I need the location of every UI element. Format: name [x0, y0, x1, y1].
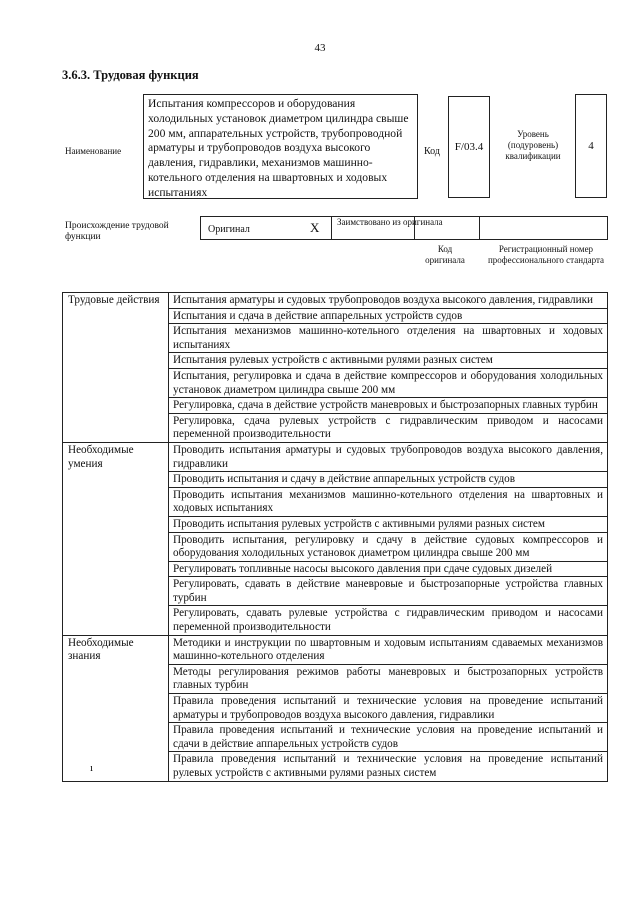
section-item: Методики и инструкции по швартовным и ходовым испытаниям сдаваемых механизмов машинно-котельного отделения: [169, 635, 608, 664]
section-item: Проводить испытания механизмов машинно-котельного отделения на швартовных и ходовых испытаниях: [169, 487, 608, 516]
section-item: Регулировать, сдавать рулевые устройства с гидравлическим приводом и насосами переменной производительности: [169, 606, 608, 635]
section-title: 3.6.3. Трудовая функция: [62, 68, 199, 82]
section-item: Правила проведения испытаний и технические условия на проведение испытаний рулевых устройств с активными рулями разных систем: [169, 752, 608, 781]
table-row: [63, 442, 608, 471]
level-value: 4: [575, 94, 607, 198]
section-item: Проводить испытания, регулировку и сдачу в действие судовых компрессоров и оборудования холодильных установок диаметром цилиндра свыше 200 мм: [169, 532, 608, 561]
section-item: Испытания арматуры и судовых трубопроводов воздуха высокого давления, гидравлики: [169, 293, 608, 309]
section-item: Испытания механизмов машинно-котельного отделения на швартовных и ходовых испытаниях: [169, 324, 608, 353]
table-row: [63, 293, 608, 309]
code-value: F/03.4: [448, 96, 490, 198]
origin-row: [200, 216, 608, 240]
section-item: Испытания, регулировка и сдача в действие компрессоров и оборудования холодильных установок диаметром цилиндра свыше 200 мм: [169, 368, 608, 397]
reg-number-label: Регистрационный номер профессионального стандарта: [487, 244, 605, 265]
section-category: Необходимые умения: [63, 442, 169, 635]
section-item: Проводить испытания рулевых устройств с активными рулями разных систем: [169, 516, 608, 532]
name-label: Наименование: [65, 146, 122, 156]
original-label: Оригинал: [208, 224, 250, 235]
origin-label: Происхождение трудовой функции: [65, 221, 169, 242]
section-item: Методы регулирования режимов работы маневровых и быстрозапорных устройств главных турбин: [169, 664, 608, 693]
section-item: Испытания и сдача в действие аппарельных устройств судов: [169, 308, 608, 324]
code-original-label: Код оригинала: [425, 244, 465, 265]
section-category: Необходимые знания: [63, 635, 169, 781]
level-label: Уровень (подуровень) квалификации: [505, 129, 561, 161]
stray-mark: ı: [90, 762, 94, 774]
page-number: 43: [314, 42, 326, 54]
section-item: Проводить испытания арматуры и судовых трубопроводов воздуха высокого давления, гидравлики: [169, 442, 608, 471]
section-item: Правила проведения испытаний и технические условия на проведение испытаний арматуры и трубопроводов воздуха высокого давления, гидравлики: [169, 694, 608, 723]
function-name: Испытания компрессоров и оборудования холодильных установок диаметром цилиндра свыше 200 мм, аппарательных устройств, трубопроводной арматуры и трубопроводов воздуха высокого давления, гидравлики, механизмов машинно-котельного отделения на швартовных и ходовых испытаниях: [143, 94, 418, 199]
function-table: [62, 292, 608, 782]
code-label: Код: [424, 146, 440, 157]
original-mark: X: [310, 220, 320, 235]
section-item: Регулировка, сдача в действие устройств маневровых и быстрозапорных главных турбин: [169, 398, 608, 414]
table-row: [63, 635, 608, 664]
section-item: Испытания рулевых устройств с активными рулями разных систем: [169, 353, 608, 369]
reg-number-cell: [479, 216, 608, 240]
section-item: Регулировать топливные насосы высокого давления при сдаче судовых дизелей: [169, 561, 608, 577]
borrowed-label: Заимствовано из оригинала: [337, 217, 443, 227]
section-item: Регулировка, сдача рулевых устройств с гидравлическим приводом и насосами переменной производительности: [169, 413, 608, 442]
section-category: Трудовые действия: [63, 293, 169, 443]
section-item: Проводить испытания и сдачу в действие аппарельных устройств судов: [169, 472, 608, 488]
section-item: Регулировать, сдавать в действие маневровые и быстрозапорные устройства главных турбин: [169, 577, 608, 606]
section-item: Правила проведения испытаний и технические условия на проведение испытаний и сдачи в действие аппарельных устройств судов: [169, 723, 608, 752]
